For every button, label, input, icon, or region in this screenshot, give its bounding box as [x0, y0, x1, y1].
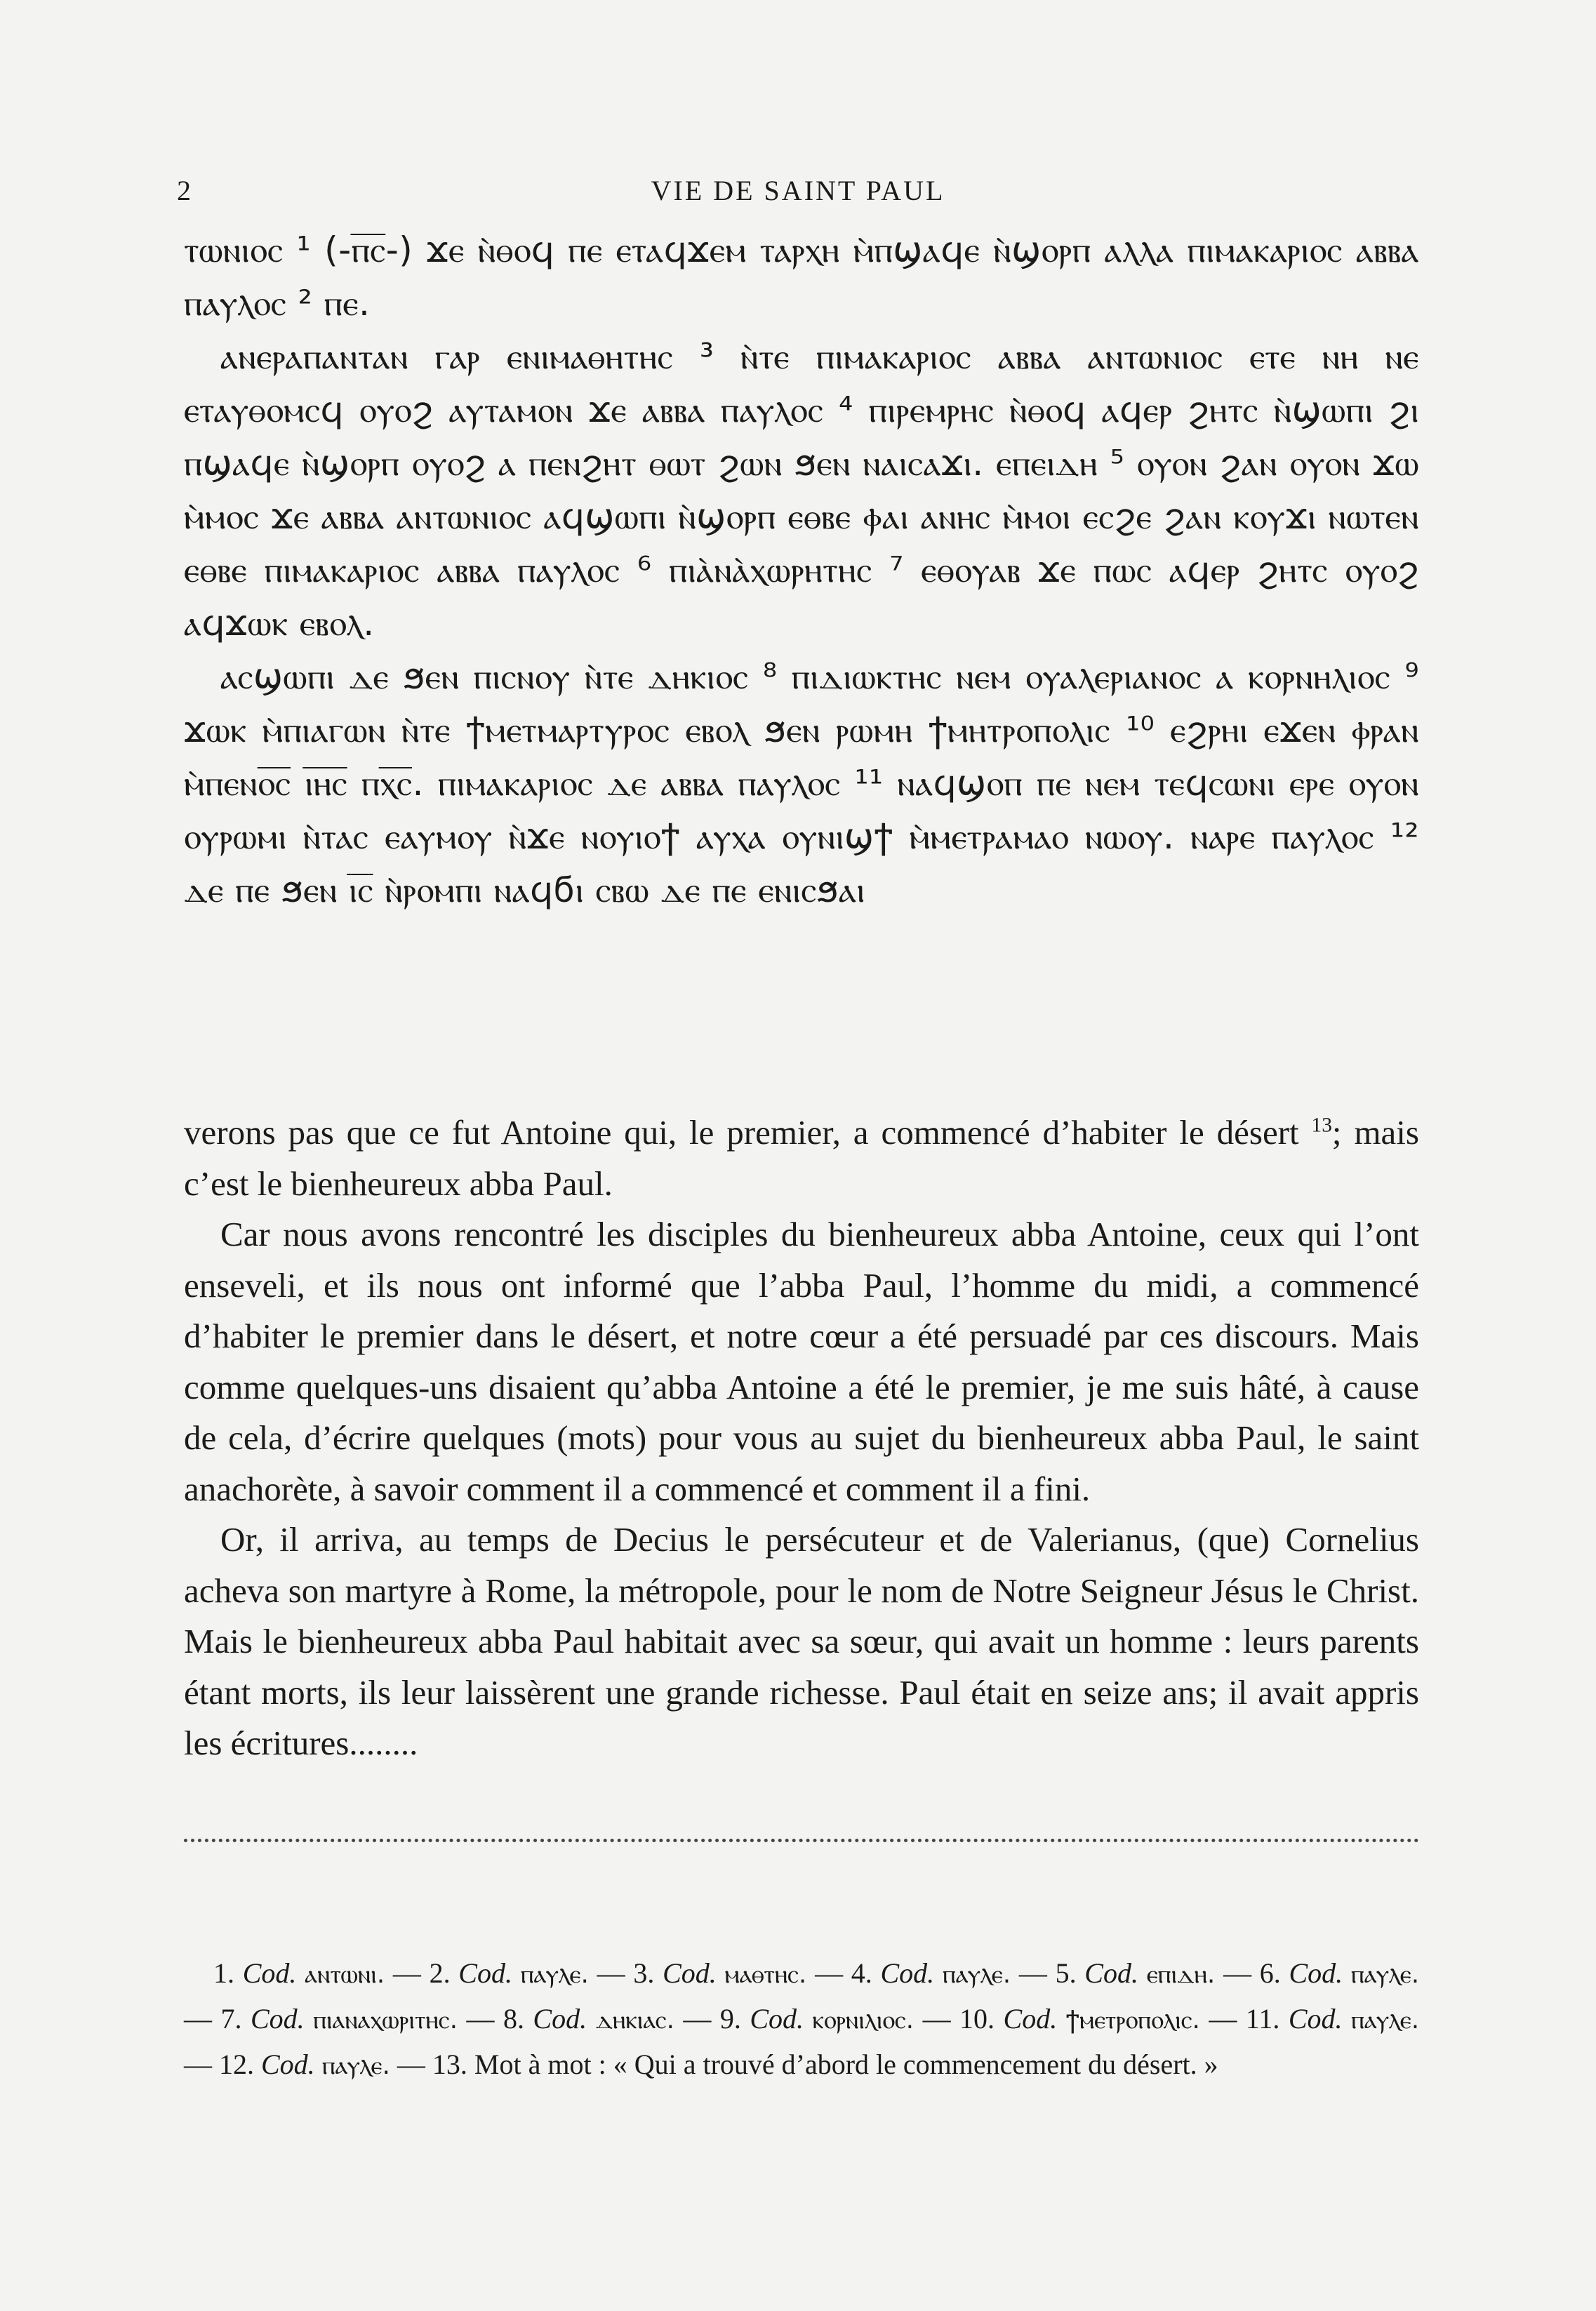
running-title: VIE DE SAINT PAUL — [651, 175, 945, 206]
footnote: 10. Cod. ϯⲙⲉⲧⲣⲟⲡⲟⲗⲓⲥ. — [959, 2003, 1200, 2034]
coptic-paragraph: ⲁⲛⲉⲣⲁⲡⲁⲛⲧⲁⲛ ⲅⲁⲣ ⲉⲛⲓⲙⲁⲑⲏⲧⲏⲥ ³ ⲛ̀ⲧⲉ ⲡⲓⲙⲁⲕⲁⲣⲓⲟⲥ ⲁⲃⲃⲁ ⲁⲛⲧⲱⲛⲓⲟⲥ ⲉⲧⲉ ⲛⲏ ⲛⲉ ⲉⲧⲁⲩⲑⲟⲙⲥϥ ⲟⲩⲟϩ ⲁⲩⲧⲁⲙⲟⲛ ϫⲉ ⲁⲃⲃⲁ ⲡⲁⲩⲗⲟⲥ ⁴ ⲡⲓⲣⲉⲙⲣⲏⲥ ⲛ̀ⲑⲟϥ ⲁϥⲉⲣ ϩⲏⲧⲥ ⲛ̀ϣⲱⲡⲓ ϩⲓ ⲡϣⲁϥⲉ ⲛ̀ϣⲟⲣⲡ ⲟⲩⲟϩ ⲁ ⲡⲉⲛϩⲏⲧ ⲑⲱⲧ ϩⲱⲛ ϧⲉⲛ ⲛⲁⲓⲥⲁϫⲓ. ⲉⲡⲉⲓⲇⲏ ⁵ ⲟⲩⲟⲛ ϩⲁⲛ ⲟⲩⲟⲛ ϫⲱ ⲙ̀ⲙⲟⲥ ϫⲉ ⲁⲃⲃⲁ ⲁⲛⲧⲱⲛⲓⲟⲥ ⲁϥϣⲱⲡⲓ ⲛ̀ϣⲟⲣⲡ ⲉⲑⲃⲉ ⲫⲁⲓ ⲁⲛⲏⲥ ⲙ̀ⲙⲟⲓ ⲉⲥϩⲉ ϩⲁⲛ ⲕⲟⲩϫⲓ ⲛⲱⲧⲉⲛ ⲉⲑⲃⲉ ⲡⲓⲙⲁⲕⲁⲣⲓⲟⲥ ⲁⲃⲃⲁ ⲡⲁⲩⲗⲟⲥ ⁶ ⲡⲓⲁ̀ⲛⲁ̀ⲭⲱⲣⲏⲧⲏⲥ ⁷ ⲉⲑⲟⲩⲁⲃ ϫⲉ ⲡⲱⲥ ⲁϥⲉⲣ ϩⲏⲧⲥ ⲟⲩⲟϩ ⲁϥϫⲱⲕ ⲉⲃⲟⲗ. — [184, 336, 1419, 644]
footnote: 1. Cod. ⲁⲛⲧⲱⲛⲓ. — [213, 1957, 385, 1989]
footnote: 5. Cod. ⲉⲡⲓⲇⲏ. — [1055, 1957, 1216, 1989]
footnote: 3. Cod. ⲙⲁⲑⲧⲏⲥ. — [633, 1957, 807, 1989]
french-paragraph — [184, 1107, 1419, 1209]
coptic-paragraph: ⲧⲱⲛⲓⲟⲥ ¹ (-ⲡ̅ⲥ̅-) ϫⲉ ⲛ̀ⲑⲟϥ ⲡⲉ ⲉⲧⲁϥϫⲉⲙ ⲧⲁⲣⲭⲏ ⲙ̀ⲡϣⲁϥⲉ ⲛ̀ϣⲟⲣⲡ ⲁⲗⲗⲁ ⲡⲓⲙⲁⲕⲁⲣⲓⲟⲥ ⲁⲃⲃⲁ ⲡⲁⲩⲗⲟⲥ ² ⲡⲉ. — [184, 229, 1419, 324]
coptic-paragraph: ⲁⲥϣⲱⲡⲓ ⲇⲉ ϧⲉⲛ ⲡⲓⲥⲛⲟⲩ ⲛ̀ⲧⲉ ⲇⲏⲕⲓⲟⲥ ⁸ ⲡⲓⲇⲓⲱⲕⲧⲏⲥ ⲛⲉⲙ ⲟⲩⲁⲗⲉⲣⲓⲁⲛⲟⲥ ⲁ ⲕⲟⲣⲛⲏⲗⲓⲟⲥ ⁹ ϫⲱⲕ ⲙ̀ⲡⲓⲁⲅⲱⲛ ⲛ̀ⲧⲉ ϯⲙⲉⲧⲙⲁⲣⲧⲩⲣⲟⲥ ⲉⲃⲟⲗ ϧⲉⲛ ⲣⲱⲙⲏ ϯⲙⲏⲧⲣⲟⲡⲟⲗⲓⲥ ¹⁰ ⲉϩⲣⲏⲓ ⲉϫⲉⲛ ⲫⲣⲁⲛ ⲙ̀ⲡⲉⲛⲟ̅ⲥ̅ ⲓ̅ⲏ̅ⲥ̅ ⲡⲭ̅ⲥ̅. ⲡⲓⲙⲁⲕⲁⲣⲓⲟⲥ ⲇⲉ ⲁⲃⲃⲁ ⲡⲁⲩⲗⲟⲥ ¹¹ ⲛⲁϥϣⲟⲡ ⲡⲉ ⲛⲉⲙ ⲧⲉϥⲥⲱⲛⲓ ⲉⲣⲉ ⲟⲩⲟⲛ ⲟⲩⲣⲱⲙⲓ ⲛ̀ⲧⲁⲥ ⲉⲁⲩⲙⲟⲩ ⲛ̀ϫⲉ ⲛⲟⲩⲓⲟϯ ⲁⲩⲭⲁ ⲟⲩⲛⲓϣϯ ⲙ̀ⲙⲉⲧⲣⲁⲙⲁⲟ ⲛⲱⲟⲩ. ⲛⲁⲣⲉ ⲡⲁⲩⲗⲟⲥ ¹² ⲇⲉ ⲡⲉ ϧⲉⲛ ⲓ̅ⲥ̅ ⲛ̀ⲣⲟⲙⲡⲓ ⲛⲁϥϭⲓ ⲥⲃⲱ ⲇⲉ ⲡⲉ ⲉⲛⲓⲥϧⲁⲓ — [184, 656, 1419, 910]
footnote: 6. Cod. ⲡⲁⲩⲗⲉ. — [1259, 1957, 1420, 1989]
footnote: 7. Cod. ⲡⲓⲁⲛⲁⲭⲱⲣⲓⲧⲏⲥ. — [220, 2003, 458, 2034]
footnote: 12. Cod. ⲡⲁⲩⲗⲉ. — [219, 2049, 390, 2080]
footnotes — [184, 1951, 1419, 2088]
french-text: verons pas que ce fut Antoine qui, le premier, a commencé d’habiter le désert — [184, 1113, 1299, 1152]
french-text: ; mais c’est le bienheureux abba Paul. — [184, 1113, 1419, 1203]
footnote-ref: 13 — [1311, 1114, 1332, 1137]
footnote-list: 1. Cod. ⲁⲛⲧⲱⲛⲓ. — 2. Cod. ⲡⲁⲩⲗⲉ. — 3. Cod. ⲙⲁⲑⲧⲏⲥ. — 4. Cod. ⲡⲁⲩⲗⲉ. — 5. Cod. ⲉⲡⲓⲇⲏ. — 6. Cod. ⲡⲁⲩⲗⲉ. — 7. Cod. ⲡⲓⲁⲛⲁⲭⲱⲣⲓⲧⲏⲥ. — 8. Cod. ⲇⲏⲕⲓⲁⲥ. — 9. Cod. ⲕⲟⲣⲛⲓⲗⲓⲟⲥ. — 10. Cod. ϯⲙⲉⲧⲣⲟⲡⲟⲗⲓⲥ. — 11. Cod. ⲡⲁⲩⲗⲉ. — 12. Cod. ⲡⲁⲩⲗⲉ. — 13. Mot à mot : « Qui a trouvé d’abord le commencement du désert. » — [184, 1957, 1420, 2080]
footnote: 4. Cod. ⲡⲁⲩⲗⲉ. — [851, 1957, 1011, 1989]
french-paragraph: Car nous avons rencontré les disciples du bienheureux abba Antoine, ceux qui l’ont enseveli, et ils nous ont informé que l’abba Paul, l’homme du midi, a commencé d’habiter le premier dans le désert, et notre cœur a été persuadé par ces discours. Mais comme quelques-uns disaient qu’abba Antoine a été le premier, je me suis hâté, à cause de cela, d’écrire quelques (mots) pour vous au sujet du bienheureux abba Paul, le saint anachorète, à savoir comment il a commencé et comment il a fini. — [184, 1215, 1419, 1508]
dotted-leader-line — [184, 1839, 1419, 1842]
footnote: 2. Cod. ⲡⲁⲩⲗⲉ. — [429, 1957, 589, 1989]
footnote: 8. Cod. ⲇⲏⲕⲓⲁⲥ. — [503, 2003, 674, 2034]
footnote: — 13. Mot à mot : « Qui a trouvé d’abord le commencement du désert. » — [397, 2049, 1218, 2080]
footnote: 11. Cod. ⲡⲁⲩⲗⲉ. — [1245, 2003, 1420, 2034]
coptic-text — [184, 223, 1419, 917]
french-translation — [184, 1107, 1419, 1769]
french-paragraph: Or, il arriva, au temps de Decius le persécuteur et de Valerianus, (que) Cornelius acheva son martyre à Rome, la métropole, pour le nom de Notre Seigneur Jésus le Christ. Mais le bienheureux abba Paul habitait avec sa sœur, qui avait un homme : leurs parents étant morts, ils leur laissèrent une grande richesse. Paul était en seize ans; il avait appris les écritures........ — [184, 1520, 1419, 1762]
footnote: 9. Cod. ⲕⲟⲣⲛⲓⲗⲓⲟⲥ. — [719, 2003, 915, 2034]
page-number: 2 — [177, 175, 191, 206]
